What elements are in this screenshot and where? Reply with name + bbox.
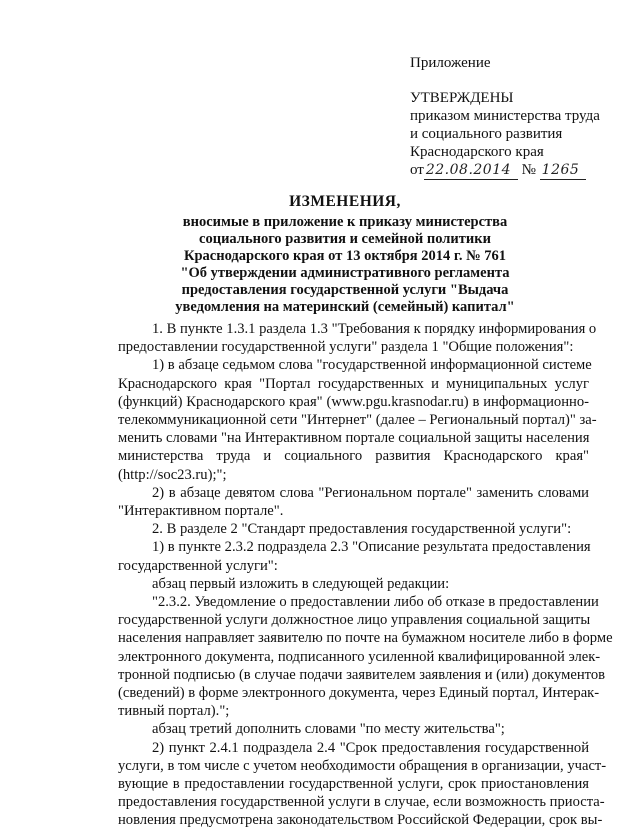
- title-line: уведомления на материнский (семейный) капитал": [175, 299, 515, 315]
- body-line: "2.3.2. Уведомление о предоставлении либо об отказе в предоставлении: [152, 594, 599, 611]
- body-line: 1) в пункте 2.3.2 подраздела 2.3 "Описание результата предоставления: [152, 539, 591, 556]
- title-line: "Об утверждении административного регламента: [180, 265, 510, 281]
- body-line: предоставлении государственной услуги" раздела 1 "Общие положения":: [118, 339, 574, 356]
- body-line: тивный портал).";: [118, 703, 230, 720]
- approved-by-line: Краснодарского края: [410, 144, 544, 160]
- body-line: (сведений) в форме электронного документа, через Единый портал, Интерак-: [118, 685, 600, 702]
- body-line: 2. В разделе 2 "Стандарт предоставления государственной услуги":: [152, 521, 572, 538]
- body-line: государственной услуги":: [118, 557, 278, 574]
- approved-by-line: приказом министерства труда: [410, 108, 600, 124]
- body-line: электронного документа, подписанного усиленной квалифицированной элек-: [118, 648, 601, 665]
- body-line: вующие в предоставлении государственной услуги, срок приостановления: [118, 776, 589, 793]
- body-line: министерства труда и социального развития Краснодарского края": [118, 448, 589, 465]
- title-line: социального развития и семейной политики: [199, 231, 491, 247]
- title-heading: ИЗМЕНЕНИЯ,: [289, 193, 401, 210]
- body-line: 1. В пункте 1.3.1 раздела 1.3 "Требования к порядку информирования о: [152, 321, 597, 337]
- handwritten-number: 1265: [540, 161, 586, 180]
- body-line: новления предусмотрена законодательством Российской Федерации, срок вы-: [118, 812, 603, 829]
- body-line: Краснодарского края "Портал государственных и муниципальных услуг: [118, 375, 589, 392]
- appendix-label: Приложение: [410, 55, 491, 71]
- document-body: [118, 320, 613, 830]
- date-number-row: [410, 161, 635, 180]
- document-title: [150, 193, 540, 316]
- body-line: 2) в абзаце девятом слова "Региональном портале" заменить словами: [152, 484, 589, 501]
- title-line: предоставления государственной услуги "Выдача: [181, 282, 509, 298]
- body-line: телекоммуникационной сети "Интернет" (далее – Региональный портал)" за-: [118, 412, 597, 429]
- body-line: 2) пункт 2.4.1 подраздела 2.4 "Срок предоставления государственной: [152, 739, 589, 756]
- date-prefix: от: [410, 162, 424, 178]
- body-line: (функций) Краснодарского края" (www.pgu.krasnodar.ru) в информационно-: [118, 393, 589, 410]
- number-prefix: №: [521, 162, 536, 178]
- body-line: населения направляет заявителю по почте на бумажном носителе либо в форме: [118, 630, 613, 647]
- body-line: абзац первый изложить в следующей редакции:: [152, 575, 450, 592]
- title-line: Краснодарского края от 13 октября 2014 г. № 761: [183, 248, 507, 264]
- handwritten-date: 22.08.2014: [424, 161, 518, 180]
- body-line: абзац третий дополнить словами "по месту жительства";: [152, 721, 505, 738]
- body-line: тронной подписью (в случае подачи заявителем заявления и (или) документов: [118, 666, 606, 683]
- approval-block: [405, 54, 635, 180]
- title-line: вносимые в приложение к приказу министерства: [182, 214, 508, 230]
- body-line: менить словами "на Интерактивном портале социальной защиты населения: [118, 430, 590, 447]
- body-line: предоставления государственной услуги в случае, если возможность приоста-: [118, 794, 605, 811]
- body-line: услуги, в том числе с учетом необходимости обращения в организации, участ-: [118, 757, 607, 774]
- body-line: (http://soc23.ru);";: [118, 466, 227, 483]
- approved-label: УТВЕРЖДЕНЫ: [410, 90, 514, 106]
- body-line: 1) в абзаце седьмом слова "государственной информационной системе: [152, 357, 592, 374]
- approved-by-line: и социального развития: [410, 126, 563, 142]
- body-line: государственной услуги должностное лицо управления социальной защиты: [118, 612, 591, 629]
- body-line: "Интерактивном портале".: [118, 503, 284, 520]
